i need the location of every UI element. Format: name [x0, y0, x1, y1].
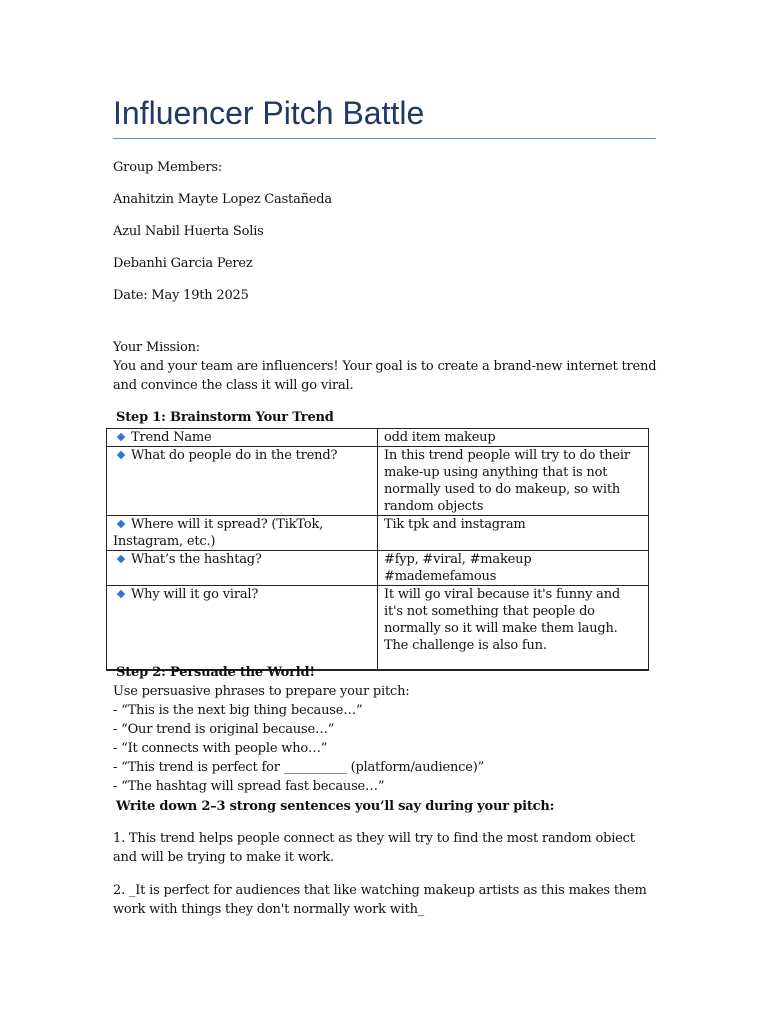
step2-heading: Step 2: Persuade the World! [116, 665, 315, 680]
phrase-item: - “This trend is perfect for __________ (platform/audience)” [113, 760, 485, 775]
table-row [107, 586, 649, 670]
diamond-bullet-icon [117, 519, 125, 527]
phrase-item: - “Our trend is original because…” [113, 722, 335, 737]
diamond-bullet-icon [117, 432, 125, 440]
question-text: What’s the hashtag? [131, 552, 262, 567]
group-member-3: Debanhi Garcia Perez [113, 256, 253, 271]
phrase-item: - “It connects with people who…” [113, 741, 328, 756]
group-member-2: Azul Nabil Huerta Solis [113, 224, 264, 239]
group-members-label: Group Members: [113, 160, 223, 175]
answer-cell: Tik tpk and instagram [378, 516, 649, 551]
question-text: Why will it go viral? [131, 587, 259, 602]
table-cell-question [107, 586, 378, 670]
diamond-bullet-icon [117, 554, 125, 562]
group-member-1: Anahitzin Mayte Lopez Castañeda [113, 192, 332, 207]
table-cell-question [107, 429, 378, 447]
phrase-item: - “This is the next big thing because…” [113, 703, 363, 718]
diamond-bullet-icon [117, 589, 125, 597]
answer-2: 2. _It is perfect for audiences that like watching makeup artists as this makes them work with things they don't normally work with_ [113, 883, 647, 917]
answer-cell: #fyp, #viral, #makeup #mademefamous [378, 551, 649, 586]
mission-text: You and your team are influencers! Your goal is to create a brand-new internet trend and convince the class it will go viral. [113, 359, 657, 393]
question-text: Trend Name [131, 430, 212, 445]
write-prompt: Write down 2–3 strong sentences you’ll say during your pitch: [116, 799, 555, 814]
table-cell-question [107, 551, 378, 586]
question-text: Where will it spread? (TikTok, Instagram, etc.) [113, 517, 324, 549]
trend-table [106, 428, 649, 671]
step2-intro: Use persuasive phrases to prepare your pitch: [113, 684, 410, 699]
mission-label: Your Mission: [113, 340, 200, 355]
diamond-bullet-icon [117, 450, 125, 458]
step1-heading: Step 1: Brainstorm Your Trend [116, 410, 334, 425]
date-line: Date: May 19th 2025 [113, 288, 249, 303]
answer-cell: It will go viral because it's funny and it's not something that people do normally so it will make them laugh. The challenge is also fun. [378, 586, 649, 670]
answer-cell: In this trend people will try to do their make-up using anything that is not normally used to do makeup, so with random objects [378, 447, 649, 516]
page-title: Influencer Pitch Battle [113, 95, 425, 131]
table-row [107, 516, 649, 551]
table-row [107, 429, 649, 447]
phrase-item: - “The hashtag will spread fast because…” [113, 779, 385, 794]
table-row [107, 447, 649, 516]
table-cell-question [107, 447, 378, 516]
table-row [107, 551, 649, 586]
title-divider [113, 138, 656, 139]
question-text: What do people do in the trend? [131, 448, 338, 463]
answer-1: 1. This trend helps people connect as they will try to find the most random obiect and will be trying to make it work. [113, 831, 635, 865]
answer-cell: odd item makeup [378, 429, 649, 447]
table-cell-question [107, 516, 378, 551]
